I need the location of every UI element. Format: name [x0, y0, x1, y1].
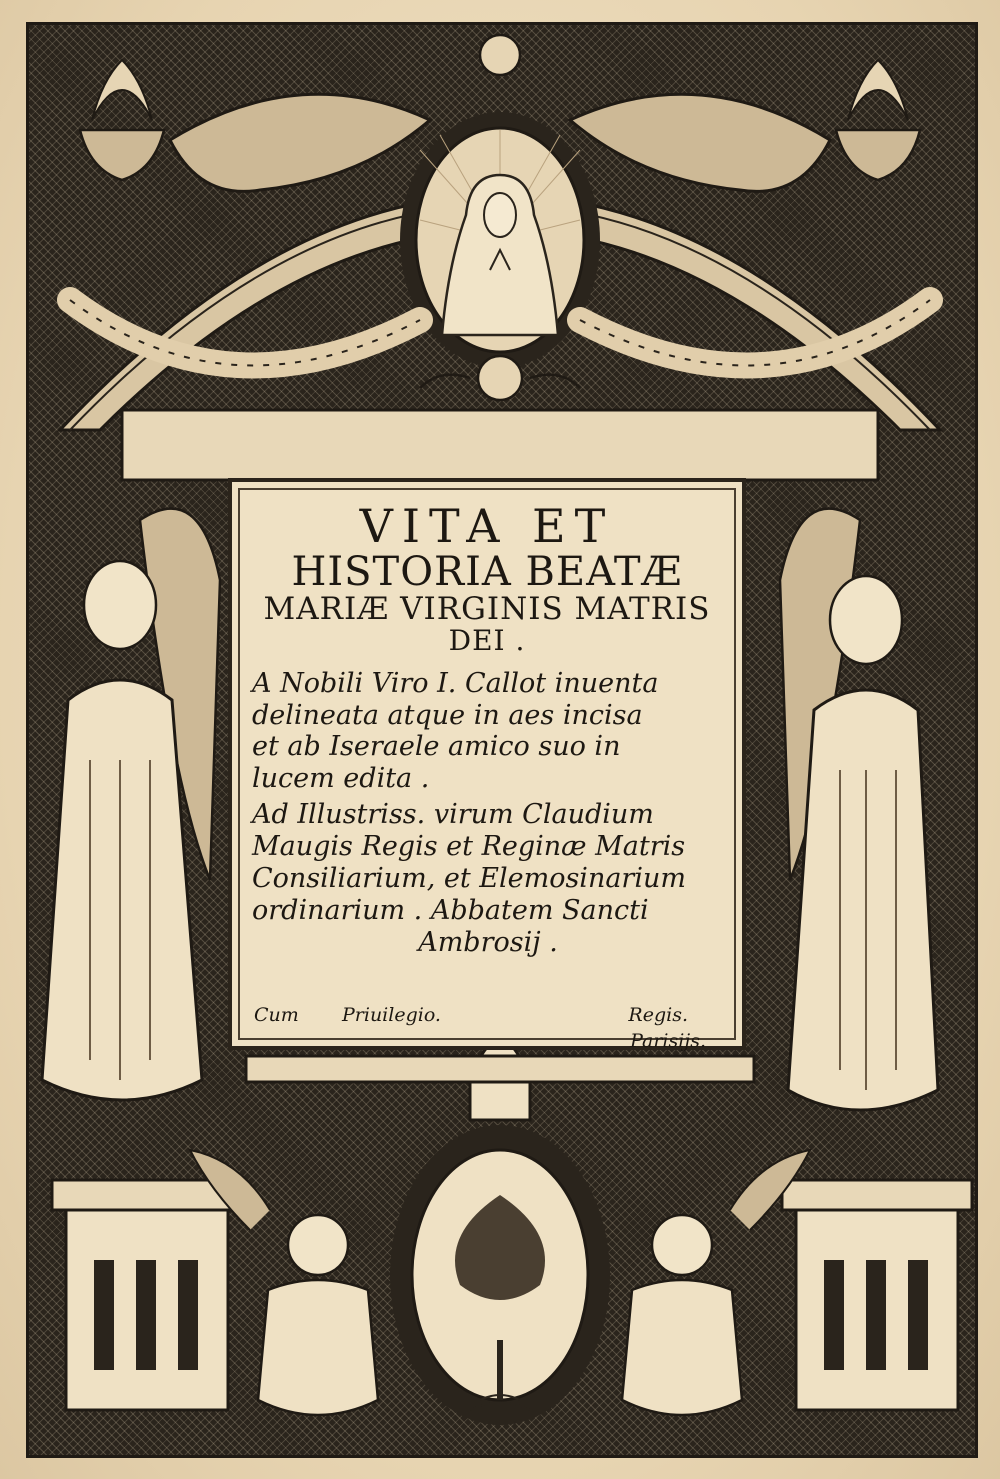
virgin-face [484, 193, 516, 237]
title-block [232, 499, 742, 657]
title-line: DEI . [448, 624, 526, 657]
imprint-parisiis: Parisijs. [630, 1030, 706, 1052]
right-pedestal [782, 1180, 972, 1410]
addressee-line: Ambrosij . [418, 926, 558, 958]
invention-line: delineata atque in aes incisa [252, 699, 643, 731]
right-flaming-urn [836, 60, 920, 180]
tablet-cornice [122, 410, 878, 480]
dedication-text [232, 668, 742, 959]
left-flaming-urn [80, 60, 164, 180]
right-scroll [570, 94, 830, 191]
title-tablet [228, 478, 746, 1050]
right-angel [780, 509, 938, 1110]
top-cherub-head [480, 35, 520, 75]
left-scroll [170, 94, 430, 191]
coat-of-arms [390, 1040, 610, 1425]
invention-line: et ab Iseraele amico suo in [252, 731, 621, 763]
left-pedestal [52, 1180, 242, 1410]
lower-cherub-head [478, 356, 522, 400]
addressee-line: Maugis Regis et Reginæ Matris [252, 830, 686, 862]
tablet-base [246, 1056, 754, 1082]
imprint-cum: Cum [254, 1004, 299, 1026]
left-angel [42, 509, 220, 1100]
title-line: HISTORIA BEATÆ [291, 548, 683, 595]
addressee-line: Ad Illustriss. virum Claudium [252, 799, 654, 831]
title-line: VITA ET [359, 499, 615, 553]
imprint-privilegio: Priuilegio. [342, 1004, 441, 1026]
right-putto [622, 1150, 810, 1415]
title-line: MARIÆ VIRGINIS MATRIS [263, 591, 711, 628]
addressee-line: ordinarium . Abbatem Sancti [252, 894, 649, 926]
invention-line: lucem edita . [252, 763, 430, 795]
addressee-line: Consiliarium, et Elemosinarium [252, 862, 686, 894]
invention-line: A Nobili Viro I. Callot inuenta [252, 667, 659, 699]
imprint-regis: Regis. [628, 1004, 688, 1026]
